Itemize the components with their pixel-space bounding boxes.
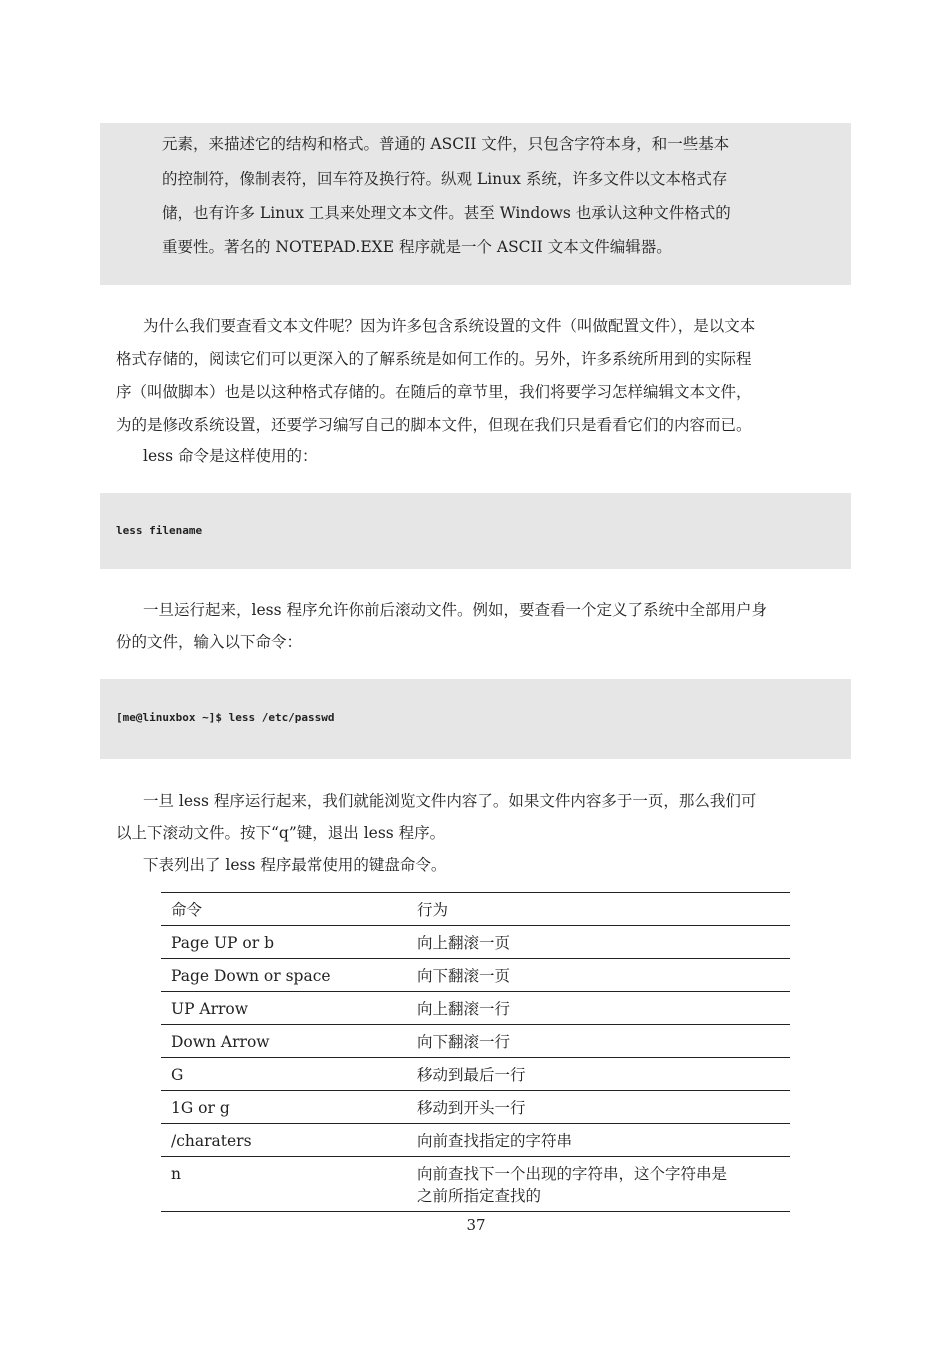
table-cell: 向下翻滚一行 — [407, 1025, 790, 1058]
paragraph-line: 下表列出了 less 程序最常使用的键盘命令。 — [143, 856, 447, 874]
paragraph-line: 份的文件，输入以下命令： — [116, 633, 303, 651]
table-cell: 向上翻滚一行 — [407, 992, 790, 1025]
table-cell: n — [161, 1157, 407, 1212]
paragraph-line: 以上下滚动文件。按下“q”键，退出 less 程序。 — [116, 824, 446, 842]
table-cell: Down Arrow — [161, 1025, 407, 1058]
table-row — [161, 1058, 790, 1091]
table-cell: UP Arrow — [161, 992, 407, 1025]
table-cell: 移动到最后一行 — [407, 1058, 790, 1091]
paragraph-line: 为的是修改系统设置，还要学习编写自己的脚本文件，但现在我们只是看看它们的内容而已。 — [116, 416, 752, 434]
paragraph-line: 一旦 less 程序运行起来，我们就能浏览文件内容了。如果文件内容多于一页，那么我们可 — [143, 792, 757, 810]
note-line: 元素，来描述它的结构和格式。普通的 ASCII 文件，只包含字符本身，和一些基本 — [162, 135, 730, 153]
less-commands-table — [161, 892, 790, 1212]
note-line: 的控制符，像制表符，回车符及换行符。纵观 Linux 系统，许多文件以文本格式存 — [162, 170, 728, 188]
table-header-cell: 行为 — [407, 893, 790, 926]
table-cell: Page UP or b — [161, 926, 407, 959]
table-cell: 1G or g — [161, 1091, 407, 1124]
code-text: [me@linuxbox ~]$ less /etc/passwd — [116, 711, 335, 724]
table-cell-line: 之前所指定查找的 — [417, 1187, 542, 1205]
page-number: 37 — [466, 1216, 486, 1234]
table-row — [161, 959, 790, 992]
table-row — [161, 992, 790, 1025]
table-row — [161, 1025, 790, 1058]
note-box — [100, 123, 851, 285]
table-cell: 向上翻滚一页 — [407, 926, 790, 959]
note-line: 重要性。著名的 NOTEPAD.EXE 程序就是一个 ASCII 文本文件编辑器。 — [162, 238, 672, 256]
table-cell-line: 向前查找下一个出现的字符串，这个字符串是 — [417, 1165, 728, 1183]
table-cell: /charaters — [161, 1124, 407, 1157]
table-row — [161, 1124, 790, 1157]
paragraph-line: 序（叫做脚本）也是以这种格式存储的。在随后的章节里，我们将要学习怎样编辑文本文件， — [116, 383, 752, 401]
table-cell: 向前查找指定的字符串 — [407, 1124, 790, 1157]
paragraph-line: less 命令是这样使用的： — [143, 447, 318, 465]
paragraph-line: 一旦运行起来，less 程序允许你前后滚动文件。例如，要查看一个定义了系统中全部用户身 — [143, 601, 767, 619]
table-row — [161, 1091, 790, 1124]
code-text: less filename — [116, 524, 203, 537]
table-cell: G — [161, 1058, 407, 1091]
table-cell: 向下翻滚一页 — [407, 959, 790, 992]
table-header-row — [161, 893, 790, 926]
note-line: 储，也有许多 Linux 工具来处理文本文件。甚至 Windows 也承认这种文件格式的 — [162, 204, 731, 222]
table-cell — [407, 1157, 790, 1212]
table-cell: Page Down or space — [161, 959, 407, 992]
paragraph-line: 格式存储的，阅读它们可以更深入的了解系统是如何工作的。另外，许多系统所用到的实际程 — [116, 350, 752, 368]
code-block — [100, 493, 851, 569]
paragraph-line: 为什么我们要查看文本文件呢？因为许多包含系统设置的文件（叫做配置文件），是以文本 — [143, 317, 756, 335]
table-row — [161, 1157, 790, 1212]
table-header-cell: 命令 — [161, 893, 407, 926]
table-cell: 移动到开头一行 — [407, 1091, 790, 1124]
table-row — [161, 926, 790, 959]
code-block — [100, 679, 851, 759]
